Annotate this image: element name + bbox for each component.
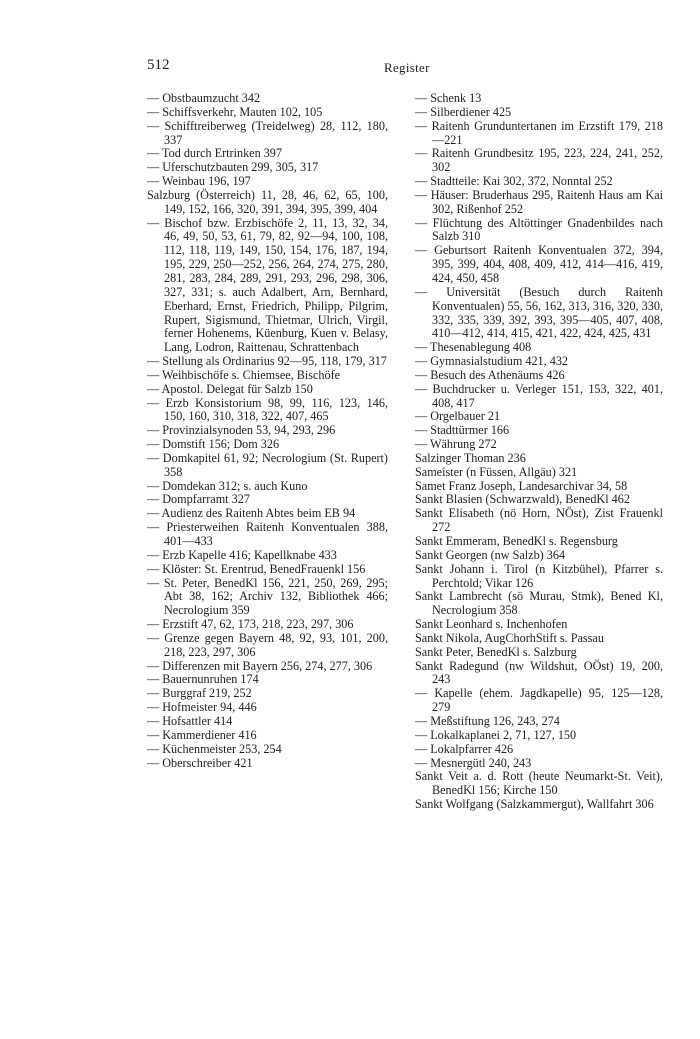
index-entry: — Weinbau 196, 197 xyxy=(147,174,251,189)
index-entry: — Häuser: Bruderhaus 295, Raitenh Haus am Kai 302, Rißenhof 252 xyxy=(415,187,663,216)
index-entry: — Uferschutzbauten 299, 305, 317 xyxy=(147,160,319,175)
index-entry: — Domstift 156; Dom 326 xyxy=(147,437,280,452)
index-entry: — Audienz des Raitenh Abtes beim EB 94 xyxy=(147,506,356,521)
index-entry: — Schifftreiberweg (Treidelweg) 28, 112, 180, 337 xyxy=(147,118,388,147)
index-entry: — Priesterweihen Raitenh Konventualen 388, 401—433 xyxy=(147,520,388,548)
index-column-right xyxy=(415,92,663,812)
index-entry: Sankt Blasien (Schwarzwald), BenedKl 462 xyxy=(415,492,630,507)
index-entry: — Tod durch Ertrinken 397 xyxy=(147,146,282,161)
index-column-left xyxy=(147,92,388,770)
index-entry: Sankt Emmeram, BenedKl s. Regensburg xyxy=(415,534,618,548)
index-entry: — Universität (Besuch durch Raitenh Konventualen) 55, 56, 162, 313, 316, 320, 330, 332, 335, 339, 392, 393, 395—405, 407, 408, 410—412, 414, 415, 421, 422, 424, 425, 431 xyxy=(415,284,663,341)
index-entry: Sameister (n Füssen, Allgäu) 321 xyxy=(415,464,578,479)
index-entry: — St. Peter, BenedKl 156, 221, 250, 269, 295; Abt 38, 162; Archiv 132, Bibliothek 466; Necrologium 359 xyxy=(147,575,388,618)
index-entry: — Dompfarramt 327 xyxy=(147,492,250,507)
index-entry: — Lokalkaplanei 2, 71, 127, 150 xyxy=(415,727,577,742)
index-entry: — Geburtsort Raitenh Konventualen 372, 394, 395, 399, 404, 408, 409, 412, 414—416, 419, 424, 450, 458 xyxy=(415,243,663,285)
index-entry: — Schenk 13 xyxy=(415,91,482,105)
index-entry: — Stadtteile: Kai 302, 372, Nonntal 252 xyxy=(415,174,613,189)
index-entry: — Stellung als Ordinarius 92—95, 118, 179, 317 xyxy=(147,354,387,369)
index-entry: — Gymnasialstudium 421, 432 xyxy=(415,354,569,369)
index-entry: — Raitenh Grunduntertanen im Erzstift 179, 218—221 xyxy=(415,118,663,147)
index-entry: — Weihbischöfe s. Chiemsee, Bischöfe xyxy=(147,367,341,382)
index-entry: — Domkapitel 61, 92; Necrologium (St. Rupert) 358 xyxy=(147,450,388,479)
index-entry: — Apostol. Delegat für Salzb 150 xyxy=(147,381,313,396)
running-head-title: Register xyxy=(384,60,430,75)
index-entry: — Lokalpfarrer 426 xyxy=(415,741,514,756)
index-entry: — Buchdrucker u. Verleger 151, 153, 322, 401, 408, 417 xyxy=(415,381,663,410)
index-entry: — Oberschreiber 421 xyxy=(147,755,253,770)
index-entry: — Silberdiener 425 xyxy=(415,104,512,119)
index-entry: — Orgelbauer 21 xyxy=(415,409,501,424)
index-entry: Sankt Veit a. d. Rott (heute Neumarkt-St. Veit), BenedKl 156; Kirche 150 xyxy=(415,769,663,798)
index-entry: — Domdekan 312; s. auch Kuno xyxy=(147,478,308,493)
index-entry: — Währung 272 xyxy=(415,437,497,452)
index-entry: — Obstbaumzucht 342 xyxy=(147,91,261,105)
index-entry: — Bauernunruhen 174 xyxy=(147,672,259,687)
page-number: 512 xyxy=(147,57,170,73)
index-entry: Sankt Johann i. Tirol (n Kitzbühel), Pfarrer s. Perchtold; Vikar 126 xyxy=(415,561,663,590)
index-entry: Salzburg (Österreich) 11, 28, 46, 62, 65, 100, 149, 152, 166, 320, 391, 394, 395, 399, 404 xyxy=(147,187,388,216)
index-entry: Salzinger Thoman 236 xyxy=(415,450,526,465)
index-entry: — Provinzialsynoden 53, 94, 293, 296 xyxy=(147,423,336,438)
index-entry: — Erzb Kapelle 416; Kapellknabe 433 xyxy=(147,547,337,562)
index-entry: — Raitenh Grundbesitz 195, 223, 224, 241, 252, 302 xyxy=(415,146,663,175)
index-entry: — Hofmeister 94, 446 xyxy=(147,700,257,715)
index-entry: Sankt Nikola, AugChorhStift s. Passau xyxy=(415,630,604,645)
index-entry: — Burggraf 219, 252 xyxy=(147,686,252,701)
index-entry: — Besuch des Athenäums 426 xyxy=(415,367,565,382)
index-entry: — Bischof bzw. Erzbischöfe 2, 11, 13, 32, 34, 46, 49, 50, 53, 61, 79, 82, 92—94, 100, 108, 112, 118, 119, 149, 150, 154, 176, 187, 194, 195, 229, 250—252, 256, 264, 274, 275, 280, 281, 283, 284, 289, 291, 293, 296, 298, 306, 327, 331; s. auch Adalbert, Arn, Bernhard, Eberhard, Ernst, Friedrich, Philipp, Pilgrim, Rupert, Sigismund, Thietmar, Ulrich, Virgil, ferner Hohenems, Küenburg, Kuen v. Belasy, Lang, Lodron, Raittenau, Schrattenbach xyxy=(147,215,388,355)
index-entry: — Kapelle (ehem. Jagdkapelle) 95, 125—128, 279 xyxy=(415,686,663,715)
index-entry: Samet Franz Joseph, Landesarchivar 34, 58 xyxy=(415,478,628,493)
index-entry: Sankt Elisabeth (nö Horn, NÖst), Zist Frauenkl 272 xyxy=(415,506,663,535)
index-entry: — Differenzen mit Bayern 256, 274, 277, 306 xyxy=(147,658,373,673)
index-entry: — Stadttürmer 166 xyxy=(415,423,510,438)
index-entry: Sankt Peter, BenedKl s. Salzburg xyxy=(415,644,577,659)
index-entry: Sankt Wolfgang (Salzkammergut), Wallfahrt 306 xyxy=(415,797,654,812)
index-entry: — Meßstiftung 126, 243, 274 xyxy=(415,713,560,728)
index-entry: — Klöster: St. Erentrud, BenedFrauenkl 156 xyxy=(147,561,366,576)
index-entry: — Flüchtung des Altöttinger Gnadenbildes nach Salzb 310 xyxy=(415,215,663,244)
index-entry: — Mesnergütl 240, 243 xyxy=(415,755,532,770)
index-entry: — Grenze gegen Bayern 48, 92, 93, 101, 200, 218, 223, 297, 306 xyxy=(147,630,388,659)
index-entry: — Erzb Konsistorium 98, 99, 116, 123, 146, 150, 160, 310, 318, 322, 407, 465 xyxy=(147,395,388,424)
index-entry: — Schiffsverkehr, Mauten 102, 105 xyxy=(147,104,323,119)
index-entry: Sankt Lambrecht (sö Murau, Stmk), Bened Kl, Necrologium 358 xyxy=(415,589,663,618)
index-entry: Sankt Leonhard s. Inchenhofen xyxy=(415,617,568,632)
index-entry: — Kammerdiener 416 xyxy=(147,727,257,742)
index-entry: — Erzstift 47, 62, 173, 218, 223, 297, 306 xyxy=(147,617,354,632)
index-entry: — Küchenmeister 253, 254 xyxy=(147,741,282,756)
index-entry: — Thesenablegung 408 xyxy=(415,340,532,355)
index-entry: Sankt Radegund (nw Wildshut, OÖst) 19, 200, 243 xyxy=(415,658,663,687)
index-entry: — Hofsattler 414 xyxy=(147,713,233,728)
index-entry: Sankt Georgen (nw Salzb) 364 xyxy=(415,547,566,562)
